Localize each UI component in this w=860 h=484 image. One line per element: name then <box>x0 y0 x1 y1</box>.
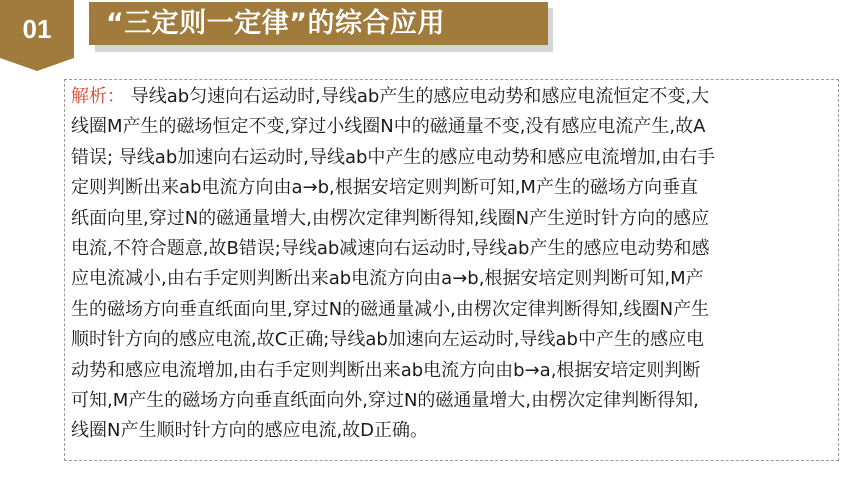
analysis-line-11: 可知,M产生的磁场方向垂直纸面向外,穿过N的磁通量增大,由楞次定律判断得知, <box>71 390 699 412</box>
analysis-line-6: 电流,不符合题意,故B错误;导线ab减速向右运动时,导线ab产生的感应电动势和感 <box>71 238 710 260</box>
analysis-line-2: 线圈M产生的磁场恒定不变,穿过小线圈N中的磁通量不变,没有感应电流产生,故A <box>71 116 706 138</box>
analysis-line-7: 应电流减小,由右手定则判断出来ab电流方向由a→b,根据安培定则判断可知,M产 <box>71 268 704 290</box>
analysis-paragraph <box>71 82 831 447</box>
analysis-line-4: 定则判断出来ab电流方向由a→b,根据安培定则判断可知,M产生的磁场方向垂直 <box>71 177 698 199</box>
badge-arrow-shape <box>0 58 74 71</box>
analysis-line-8: 生的磁场方向垂直纸面向里,穿过N的磁通量减小,由楞次定律判断得知,线圈N产生 <box>71 298 710 320</box>
analysis-line-3: 错误; 导线ab加速向右运动时,导线ab中产生的感应电动势和感应电流增加,由右手 <box>71 146 716 168</box>
section-number: 01 <box>22 14 52 44</box>
analysis-line-1: 导线ab匀速向右运动时,导线ab产生的感应电动势和感应电流恒定不变,大 <box>125 86 710 107</box>
analysis-box <box>64 79 839 461</box>
analysis-line-5: 纸面向里,穿过N的磁通量增大,由楞次定律判断得知,线圈N产生逆时针方向的感应 <box>71 207 710 229</box>
analysis-line-12: 线圈N产生顺时针方向的感应电流,故D正确。 <box>71 420 429 442</box>
section-title: “三定则一定律”的综合应用 <box>106 8 445 39</box>
analysis-line-10: 动势和感应电流增加,由右手定则判断出来ab电流方向由b→a,根据安培定则判断 <box>71 359 701 381</box>
analysis-label: 解析： <box>71 86 125 107</box>
analysis-line-9: 顺时针方向的感应电流,故C正确;导线ab加速向左运动时,导线ab中产生的感应电 <box>71 329 704 351</box>
